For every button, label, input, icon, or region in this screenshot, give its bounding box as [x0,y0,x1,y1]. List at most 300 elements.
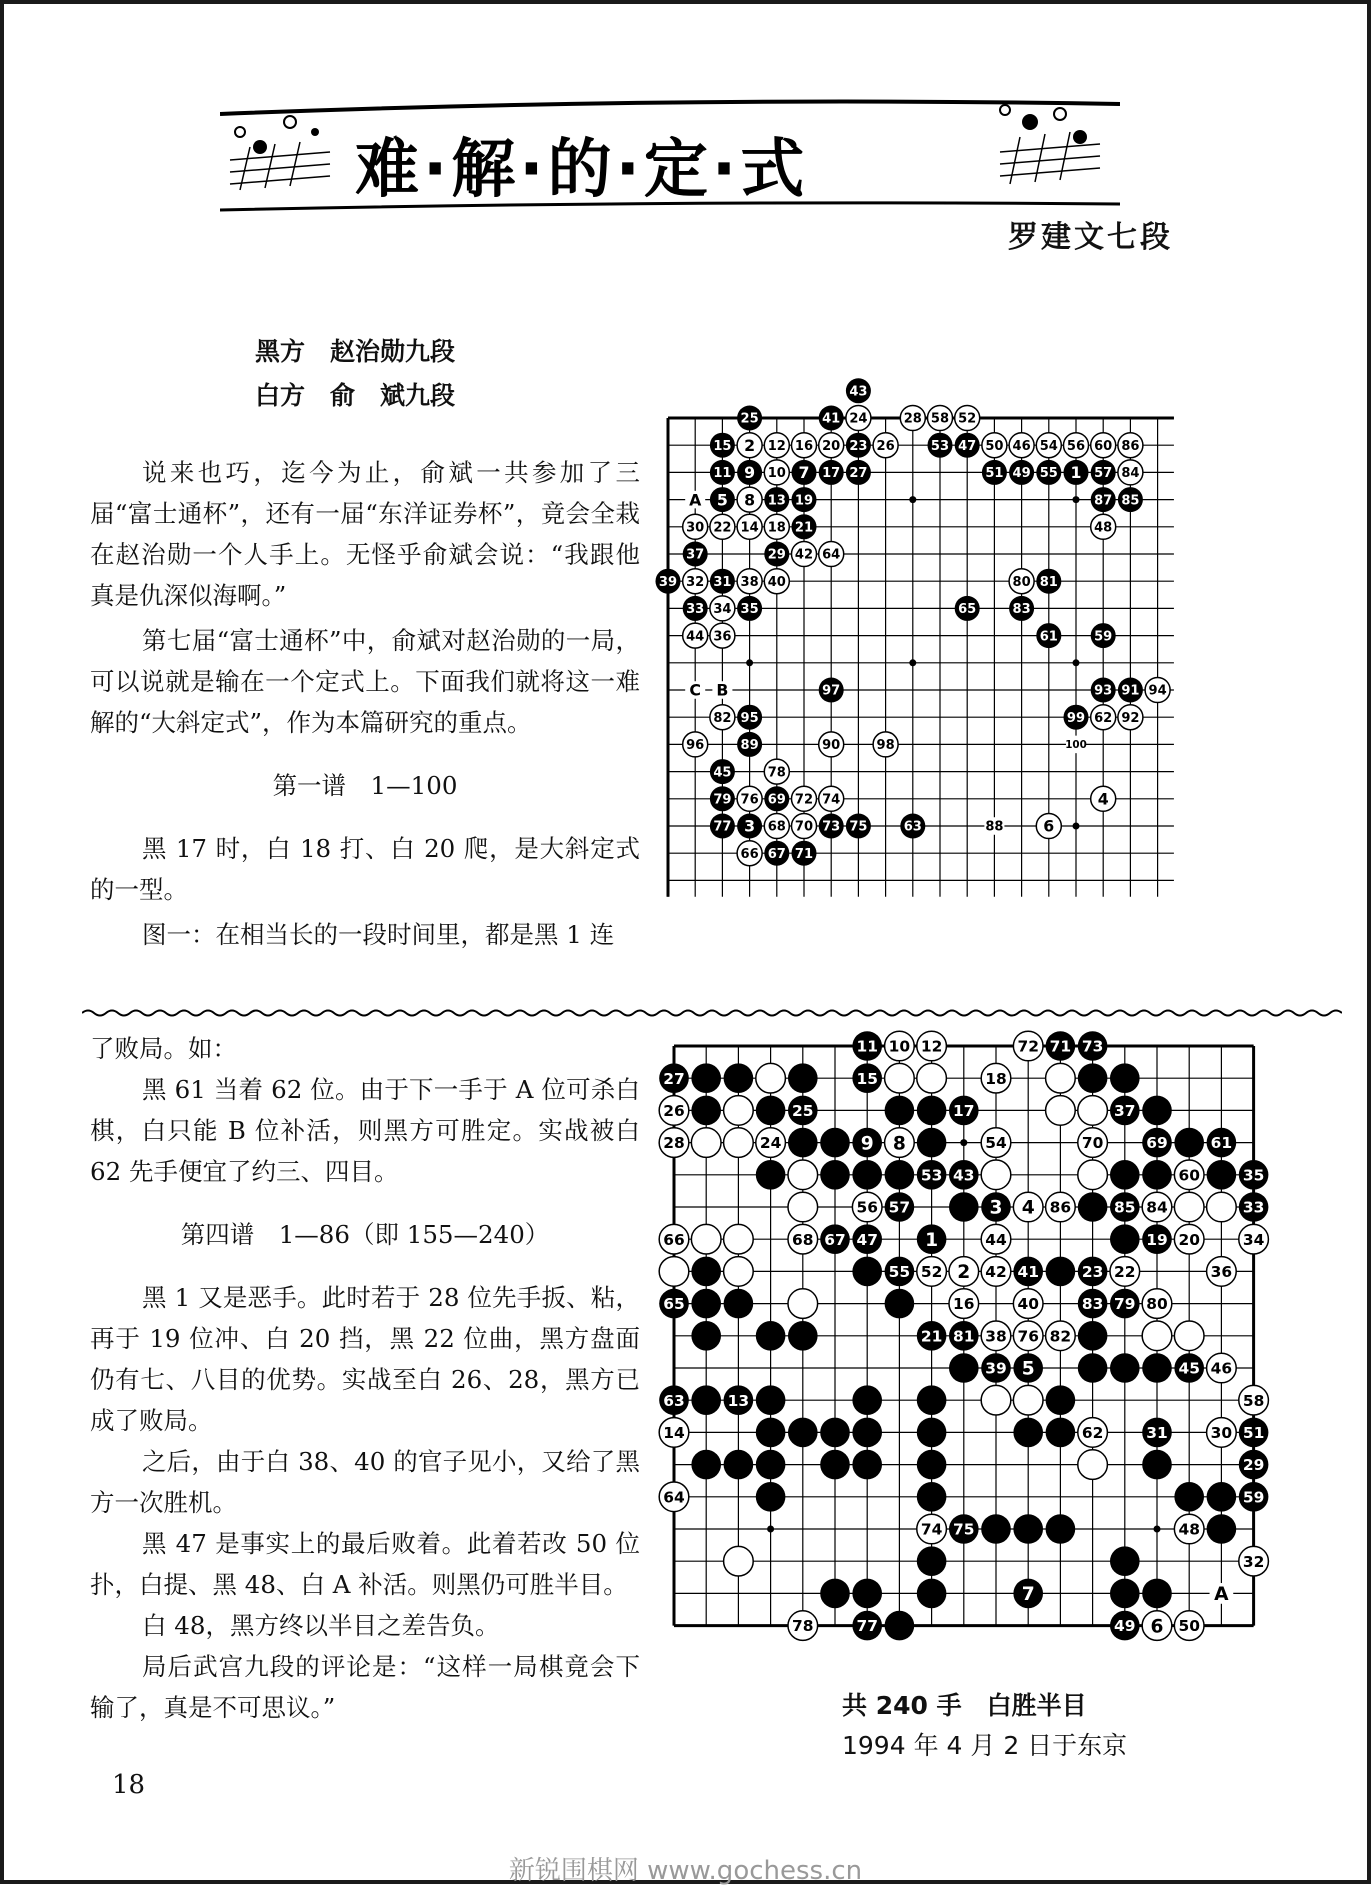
black-stone [710,786,735,811]
move-number: 12 [767,438,786,454]
black-stone [788,1128,818,1158]
black-stone [1207,1160,1237,1190]
move-number: 69 [1146,1134,1168,1153]
black-stone [710,460,735,485]
black-stone [737,596,762,621]
black-stone [819,677,844,702]
white-stone [1174,1224,1204,1254]
move-number: 55 [888,1262,911,1281]
board-marker [1210,1583,1234,1605]
black-stone [791,514,816,539]
move-number: 83 [1012,602,1031,618]
black-stone [1239,1482,1269,1512]
move-number: 51 [985,466,1004,482]
move-number: 40 [1017,1295,1039,1314]
move-number: 75 [953,1520,975,1539]
move-number: 55 [1039,466,1058,482]
move-number: 37 [686,547,705,563]
move-number: 21 [794,520,814,536]
black-stone [852,1385,882,1415]
white-stone [982,433,1007,458]
black-stone [1110,1289,1140,1319]
move-number: 23 [1081,1262,1104,1281]
white-stone [1046,1096,1076,1126]
black-stone [885,1257,915,1287]
black-stone [710,759,735,784]
move-number: 60 [1178,1166,1200,1185]
black-stone [1013,1418,1043,1448]
black-stone [683,541,708,566]
move-number: 58 [930,411,950,427]
move-number: 64 [663,1488,685,1507]
black-stone [1118,487,1143,512]
move-number: 11 [713,466,732,482]
black-stone [1239,1450,1269,1480]
move-number: 34 [1242,1230,1265,1249]
move-number: 65 [958,602,977,618]
black-stone [1110,1353,1140,1383]
black-stone [724,1063,754,1093]
white-stone [683,732,708,757]
black-stone [683,596,708,621]
move-number: 36 [1210,1262,1233,1281]
white-stone [1091,786,1116,811]
move-number: 38 [740,574,759,590]
white-stone [900,405,925,430]
black-stone [756,1321,786,1351]
black-stone [710,813,735,838]
black-stone [691,1289,721,1319]
move-number: 74 [920,1520,943,1539]
black-stone [1174,1128,1204,1158]
move-number: 60 [1094,438,1113,454]
black-stone [1142,1128,1172,1158]
move-number: 24 [759,1134,782,1153]
black-stone [1110,1546,1140,1576]
move-number: 54 [1039,438,1058,454]
move-number: 57 [888,1198,911,1217]
black-stone [885,1611,915,1641]
move-number: 14 [663,1423,685,1442]
section-heading: 第四谱 1—86（即 155—240） [180,1220,550,1249]
move-number: 23 [849,438,868,454]
move-number: 64 [822,547,841,563]
black-stone [737,813,762,838]
move-number: 30 [686,520,705,536]
white-stone [949,1289,979,1319]
author-byline: 罗建文七段 [1008,220,1173,255]
move-number: 38 [985,1327,1007,1346]
white-stone [1110,1257,1140,1287]
move-number: 86 [1049,1198,1072,1217]
black-stone [764,541,789,566]
black-stone [1078,1031,1108,1061]
move-number: 82 [713,710,732,726]
move-number: 1 [1070,463,1082,483]
move-number: 94 [1148,683,1167,699]
white-stone [981,1224,1011,1254]
white-stone [885,1063,915,1093]
black-stone [724,1450,754,1480]
white-stone [737,569,762,594]
black-stone [1078,1289,1108,1319]
black-stone [756,1385,786,1415]
move-number: 62 [1081,1423,1104,1442]
black-stone [737,405,762,430]
black-stone [885,1289,915,1319]
move-number: 89 [740,738,759,754]
black-stone [756,1482,786,1512]
white-stone [1013,1031,1043,1061]
black-stone [917,1160,947,1190]
black-stone [1239,1160,1269,1190]
black-stone [1046,1514,1076,1544]
black-stone [1142,1353,1172,1383]
white-stone [1174,1160,1204,1190]
black-stone [1110,1224,1140,1254]
black-stone [852,1418,882,1448]
black-stone [1091,623,1116,648]
move-number: 5 [716,490,728,510]
move-number: 22 [1114,1262,1136,1281]
board-marker [1065,736,1087,754]
black-stone [820,1128,850,1158]
move-number: 100 [1065,739,1087,752]
black-stone [846,813,871,838]
black-stone [917,1418,947,1448]
move-number: 26 [663,1101,685,1120]
white-stone [1091,433,1116,458]
move-number: 85 [1114,1198,1136,1217]
move-number: 68 [767,819,786,835]
black-stone [981,1514,1011,1544]
white-stone [917,1031,947,1061]
move-number: 35 [740,602,759,618]
move-number: 52 [920,1262,943,1281]
black-stone [724,1385,754,1415]
black-stone [819,813,844,838]
move-number: 84 [1146,1198,1168,1217]
move-number: 51 [1242,1423,1265,1442]
black-stone [1110,1096,1140,1126]
white-stone [1091,705,1116,730]
white-stone [1142,1321,1172,1351]
move-number: 45 [713,765,732,781]
go-diagram-4 [652,1028,1292,1648]
black-stone [724,1289,754,1319]
move-number: 46 [1012,438,1031,454]
move-number: 54 [985,1134,1007,1153]
text-column-bottom [90,1028,640,1728]
move-number: 97 [822,683,841,699]
black-stone [949,1096,979,1126]
move-number: 31 [1146,1423,1168,1442]
move-number: 57 [1094,466,1113,482]
white-stone [981,1385,1011,1415]
white-stone [1009,569,1034,594]
black-stone [1207,1514,1237,1544]
black-stone [1046,1385,1076,1415]
black-stone [1110,1160,1140,1190]
black-stone [917,1546,947,1576]
black-stone [949,1192,979,1222]
black-stone [852,1128,882,1158]
white-stone [764,460,789,485]
game-date: 1994 年 4 月 2 日于东京 [842,1731,1128,1760]
move-number: 30 [1210,1423,1233,1442]
white-stone [710,705,735,730]
black-stone [1046,1031,1076,1061]
move-number: 6 [1043,816,1055,836]
black-stone [1063,460,1088,485]
black-stone [1091,487,1116,512]
white-stone [917,1257,947,1287]
move-number: 13 [767,493,786,509]
move-number: 87 [1094,493,1113,509]
white-stone [724,1546,754,1576]
paragraph: 黑 1 又是恶手。此时若于 28 位先手扳、粘，再于 19 位冲、白 20 挡，黑 22 位曲，黑方盘面仍有七、八目的优势。实战至白 26、28，黑方已成了败局。 [90,1283,640,1435]
white-stone [819,541,844,566]
white-stone [981,1257,1011,1287]
black-stone [756,1160,786,1190]
black-stone [1110,1063,1140,1093]
black-stone [846,460,871,485]
black-stone [655,569,680,594]
black-stone [1174,1353,1204,1383]
white-stone [1078,1450,1108,1480]
move-number: 69 [767,792,786,808]
move-number: 36 [713,629,732,645]
move-number: A [689,490,702,510]
move-number: 82 [1049,1327,1072,1346]
move-number: 16 [953,1295,975,1314]
black-stone [949,1353,979,1383]
move-number: 39 [985,1359,1007,1378]
move-number: 6 [1150,1616,1164,1638]
move-number: 12 [920,1037,943,1056]
move-number: 10 [767,466,786,482]
move-number: 1 [925,1229,939,1251]
black-stone [1174,1482,1204,1512]
white-stone [1207,1418,1237,1448]
black-stone [691,1257,721,1287]
white-stone [737,786,762,811]
black-stone [1036,623,1061,648]
black-stone [691,1385,721,1415]
white-stone [1174,1192,1204,1222]
white-stone [756,1128,786,1158]
move-number: 4 [1021,1197,1035,1219]
players-block [255,332,455,420]
move-number: 39 [658,574,678,590]
white-stone [691,1128,721,1158]
white-stone [846,405,871,430]
move-number: 84 [1121,466,1140,482]
move-number: 28 [663,1134,685,1153]
black-stone [819,405,844,430]
move-number: 78 [792,1617,814,1636]
move-number: 99 [1066,710,1086,726]
paragraph: 之后，由于白 38、40 的官子见小，又给了黑方一次胜机。 [90,1447,640,1517]
move-number: A [1214,1584,1229,1606]
paragraph: 黑 47 是事实上的最后败着。此着若改 50 位扑，白提、黑 48、白 A 补活。则黑仍可胜半目。 [90,1529,640,1599]
move-number: 62 [1094,710,1113,726]
move-number: 3 [989,1197,1003,1219]
move-number: 17 [953,1101,975,1120]
move-number: 5 [1021,1358,1035,1380]
black-stone [820,1450,850,1480]
black-stone [852,1579,882,1609]
white-stone [764,759,789,784]
white-stone [756,1063,786,1093]
move-number: 77 [856,1617,878,1636]
move-number: 44 [985,1230,1007,1249]
white-stone [1078,1160,1108,1190]
move-number: 49 [1012,466,1031,482]
black-stone [710,487,735,512]
white-stone [659,1418,689,1448]
move-number: 76 [1017,1327,1039,1346]
black-stone [791,487,816,512]
white-stone [788,1192,818,1222]
black-stone [820,1224,850,1254]
move-number: 73 [1081,1037,1104,1056]
white-stone [1142,1192,1172,1222]
board-marker [984,817,1004,835]
white-stone [764,514,789,539]
move-number: 13 [727,1391,750,1410]
black-stone [900,813,925,838]
black-stone [917,1482,947,1512]
black-stone [791,841,816,866]
move-number: 42 [985,1262,1007,1281]
black-stone [1142,1418,1172,1448]
black-stone [756,1096,786,1126]
move-number: 24 [849,411,868,427]
move-number: 48 [1178,1520,1200,1539]
black-stone [1046,1257,1076,1287]
white-stone [873,433,898,458]
black-stone [1078,1353,1108,1383]
white-stone [724,1096,754,1126]
paragraph: 局后武宫九段的评论是：“这样一局棋竟会下输了，真是不可思议。” [90,1652,640,1722]
move-number: 50 [1178,1617,1200,1636]
move-number: B [716,680,729,700]
move-number: 4 [1097,789,1109,809]
white-stone [1239,1224,1269,1254]
move-number: 47 [958,438,977,454]
black-stone [1009,460,1034,485]
black-stone [820,1579,850,1609]
white-stone [788,1611,818,1641]
black-stone [917,1321,947,1351]
black-stone [1013,1257,1043,1287]
white-stone [1046,1321,1076,1351]
move-number: 96 [686,738,705,754]
black-stone [1091,677,1116,702]
white-stone [724,1224,754,1254]
white-stone [1091,514,1116,539]
move-number: 80 [1012,574,1031,590]
black-stone [1142,1450,1172,1480]
move-number: 50 [985,438,1004,454]
move-number: 18 [985,1069,1007,1088]
white-stone [791,541,816,566]
white-stone [764,569,789,594]
move-number: 7 [1021,1584,1035,1606]
white-stone [1036,433,1061,458]
black-stone [764,487,789,512]
white-stone [1142,1611,1172,1641]
move-number: 75 [849,819,868,835]
black-stone [846,433,871,458]
move-number: 59 [1094,629,1113,645]
white-stone [791,813,816,838]
move-number: 33 [686,602,705,618]
move-number: 91 [1121,683,1140,699]
white-stone [683,569,708,594]
move-number: 81 [953,1327,975,1346]
white-stone [1009,433,1034,458]
black-stone [852,1063,882,1093]
black-stone [949,1321,979,1351]
move-number: 90 [822,738,841,754]
paragraph: 图一：在相当长的一段时间里，都是黑 1 连 [142,920,615,949]
white-stone [737,514,762,539]
move-number: 25 [740,411,759,427]
white-stone [1145,677,1170,702]
move-number: 63 [903,819,922,835]
white-stone [1118,705,1143,730]
black-stone [927,433,952,458]
move-number: 98 [876,738,895,754]
move-number: 80 [1146,1295,1168,1314]
move-number: 8 [744,490,756,510]
move-number: 72 [1017,1037,1039,1056]
go-diagram-1 [650,372,1290,972]
move-number: 3 [744,816,756,836]
white-stone [819,433,844,458]
move-number: 66 [740,846,759,862]
white-stone [788,1160,818,1190]
move-number: 47 [856,1230,878,1249]
move-number: 29 [1242,1456,1265,1475]
white-stone [710,596,735,621]
black-stone [1110,1611,1140,1641]
black-stone [691,1096,721,1126]
board-marker [685,681,705,700]
white-stone [659,1224,689,1254]
move-number: 14 [740,520,759,536]
black-player: 黑方 赵治勋九段 [255,337,456,366]
white-stone [981,1063,1011,1093]
black-stone [788,1063,818,1093]
move-number: 18 [767,520,786,536]
move-number: 81 [1039,574,1058,590]
white-stone [1046,1192,1076,1222]
move-number: 19 [1146,1230,1168,1249]
move-number: 78 [767,765,786,781]
black-stone [1063,705,1088,730]
paragraph: 白 48，黑方终以半目之差告负。 [142,1611,500,1640]
move-number: 93 [1094,683,1113,699]
move-number: 59 [1242,1488,1265,1507]
black-stone [1078,1257,1108,1287]
move-number: 15 [713,438,732,454]
black-stone [1091,460,1116,485]
move-number: 45 [1178,1359,1200,1378]
move-number: 71 [794,846,814,862]
